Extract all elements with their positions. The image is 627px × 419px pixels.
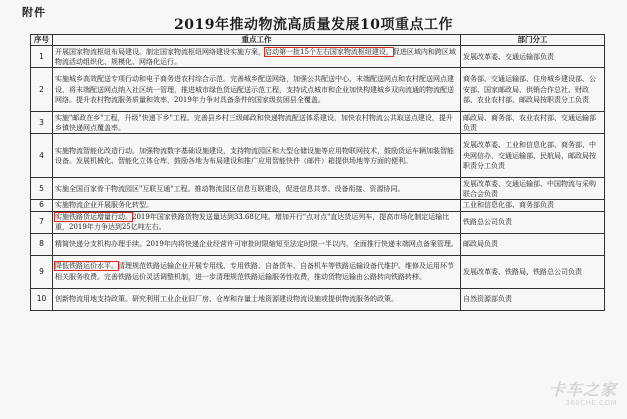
task-cell [53, 211, 461, 233]
task-text: 创新物流用地支持政策。研究利用工业企业旧厂房、仓库和存量土地资源建设物流设施或提供物流服务的政策。 [55, 295, 398, 304]
dept-cell: 发展改革委、交通运输部负责 [461, 46, 605, 68]
task-text: 实施全国百家骨干物流园区"互联互通"工程。推动物流园区信息互联建设，促进信息共享、设备衔接、资源协同。 [55, 184, 405, 193]
highlighted-task-text: 启动第一批15个左右国家物流枢纽建设， [265, 47, 393, 56]
row-number: 1 [31, 46, 53, 68]
col-header-no: 序号 [31, 35, 53, 46]
table-header-row [31, 35, 605, 46]
dept-cell: 发展改革委、交通运输部、中国物流与采购联合会负责 [461, 178, 605, 200]
highlighted-task-text: 实施铁路货运增量行动。 [55, 212, 132, 221]
col-header-task: 重点工作 [53, 35, 461, 46]
table-row [31, 211, 605, 233]
task-cell [53, 255, 461, 288]
table-row [31, 233, 605, 255]
table-row [31, 255, 605, 288]
table-row [31, 134, 605, 178]
task-text: 2019年国家铁路货物发送量达到33.68亿吨。增加开行"点对点"直达货运列车，提高市场化制定运输比重，2019年力争达到25亿吨左右。 [55, 212, 450, 232]
task-cell [53, 46, 461, 68]
task-text: 实施物流企业开展服务化转型。 [55, 201, 153, 210]
task-text: 实施"邮政在乡"工程，升级"快递下乡"工程。完善县乡村三级邮政和快递物流配送体系建设，加快农村物流公共取送点建设，提升乡镇快递网点覆盖率。 [55, 113, 453, 132]
table-row [31, 112, 605, 134]
task-text: 清理规范铁路运输企业开展专用线、专用铁路、自备货车、自备机车等铁路运输设备代维护、维修及运用环节相关服务收费。完善铁路运价灵活调整机制，进一步清理规范铁路运输服务性收费，推动货物运输由公路转向铁路转移。 [55, 262, 454, 281]
dept-cell: 铁路总公司负责 [461, 211, 605, 233]
dept-cell: 发展改革委、工业和信息化部、商务部、中央网信办、交通运输部、民航局、邮政局按职责分工负责 [461, 134, 605, 178]
task-text: 促进区域内和跨区域物流活动组织化、规模化、网络化运行。 [55, 47, 456, 66]
row-number: 10 [31, 288, 53, 310]
row-number: 4 [31, 134, 53, 178]
table-row [31, 200, 605, 211]
task-cell [53, 233, 461, 255]
dept-cell: 发展改革委、铁路局、铁路总公司负责 [461, 255, 605, 288]
table-row [31, 68, 605, 112]
task-cell [53, 178, 461, 200]
row-number: 5 [31, 178, 53, 200]
attachment-label: 附件 [22, 6, 46, 19]
col-header-dept: 部门分工 [461, 35, 605, 46]
dept-cell: 自然资源部负责 [461, 288, 605, 310]
task-cell [53, 68, 461, 112]
task-text: 实施物流智能化改造行动。加强物流数字基础设施建设，支持物流园区和大型仓储设施等应用物联网技术，鼓励货运车辆加装智能设备。发展机械化、智能化立体仓库，鼓励各地为布局建设和推广应用智能快件（邮件）箱提供场地等方面的便利。 [55, 146, 454, 165]
table-row [31, 288, 605, 310]
task-cell [53, 200, 461, 211]
document-title: 2019年推动物流高质量发展10项重点工作 [174, 17, 453, 33]
task-text: 实施城乡高效配送专项行动和电子商务进农村综合示范。完善城乡配送网络，加强公共配送中心、末端配送网点和农村配送网点建设，将末端配送网点纳入社区统一管理，推进城市绿色货运配送示范工程，支持试点城市和企业加快构建城乡双向流通的物流配送网络。提升农村物流服务质量和效率，2019年力争对具备条件的国家级贫困县全覆盖。 [55, 75, 454, 105]
row-number: 6 [31, 200, 53, 211]
site-watermark [547, 381, 617, 413]
task-cell [53, 288, 461, 310]
row-number: 2 [31, 68, 53, 112]
row-number: 3 [31, 112, 53, 134]
task-text: 精简快递分支机构办理手续。2019年内将快递企业经营许可审批时限缩短至法定时限一半以内，全面推行快递末端网点备案管理。 [55, 240, 458, 249]
dept-cell: 商务部、交通运输部、住房城乡建设部、公安部、国家邮政局、供销合作总社、财政部、农业农村部、邮政局按职责分工负责 [461, 68, 605, 112]
table-body [31, 46, 605, 310]
table-row [31, 46, 605, 68]
row-number: 8 [31, 233, 53, 255]
tasks-table [30, 34, 605, 311]
row-number: 9 [31, 255, 53, 288]
dept-cell: 邮政局负责 [461, 233, 605, 255]
task-cell [53, 112, 461, 134]
row-number: 7 [31, 211, 53, 233]
watermark-brand: 卡车之家 [548, 380, 617, 399]
dept-cell: 工业和信息化部、商务部负责 [461, 200, 605, 211]
highlighted-task-text: 降低铁路运价水平。 [55, 262, 118, 271]
watermark-url: 360CHE.COM [565, 399, 617, 407]
table-row [31, 178, 605, 200]
dept-cell: 邮政局、商务部、农业农村部、交通运输部负责 [461, 112, 605, 134]
task-text: 开展国家物流枢纽布局建设。制定国家物流枢纽网络建设实施方案， [55, 47, 265, 56]
task-cell [53, 134, 461, 178]
